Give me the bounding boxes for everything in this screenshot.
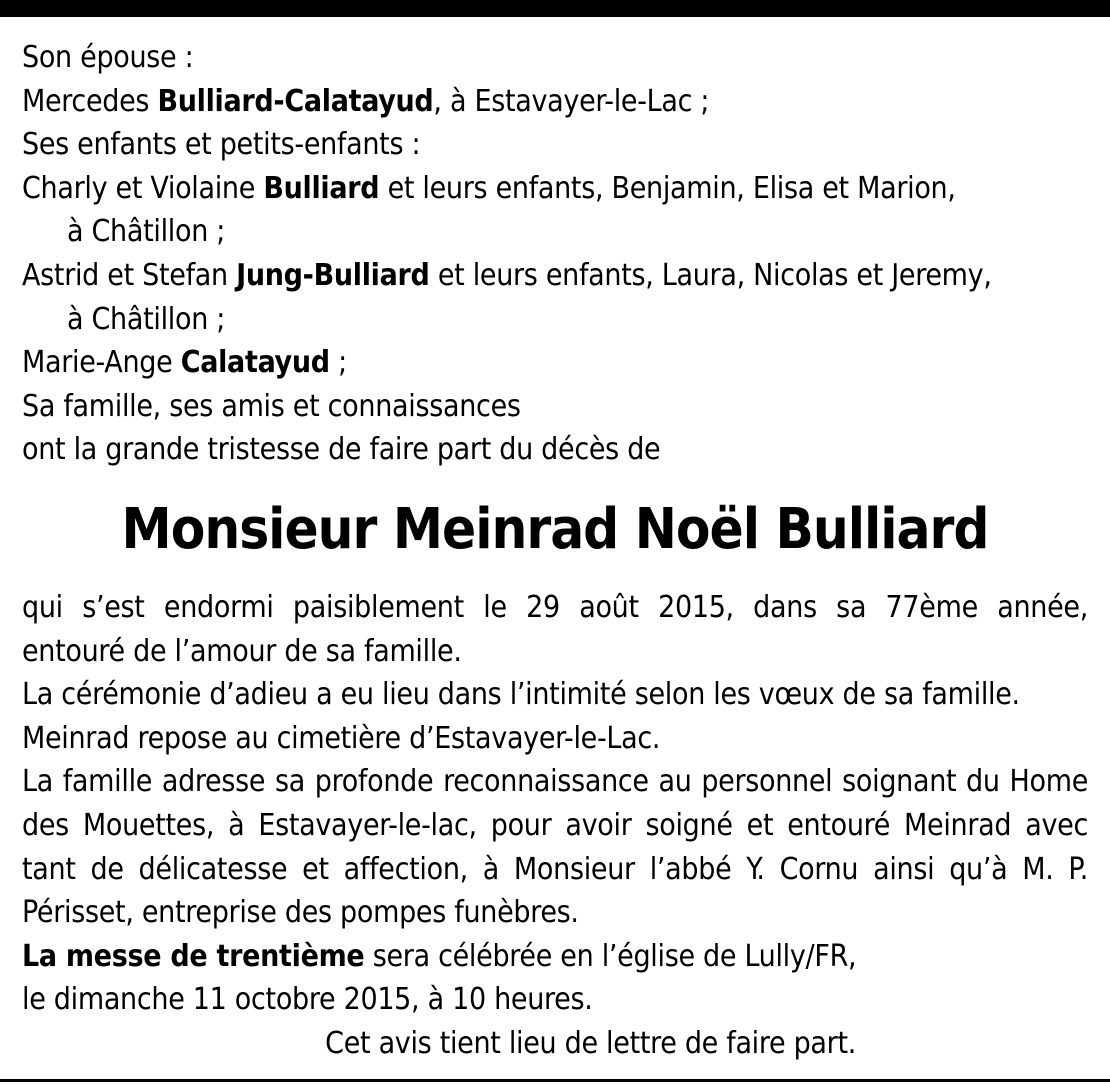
- bottom-border-rule: [0, 1079, 1110, 1082]
- child-2-surname: Jung-Bulliard: [236, 257, 430, 293]
- signoff-line: Cet avis tient lieu de lettre de faire part.: [325, 1025, 856, 1061]
- top-border-bar: [0, 0, 1110, 17]
- death-line-1: qui s’est endormi paisiblement le 29 août 2015, dans sa 77ème année,: [22, 589, 1088, 625]
- child-1-line: [22, 167, 1088, 211]
- wife-first-name: Mercedes: [22, 83, 158, 119]
- mass-date-line: le dimanche 11 octobre 2015, à 10 heures.: [22, 982, 593, 1018]
- child-2-names: Astrid et Stefan: [22, 257, 237, 293]
- relative-line: [22, 341, 1088, 385]
- death-notice: [22, 36, 1088, 1065]
- mass-location: sera célébrée en l’église de Lully/FR,: [364, 938, 857, 974]
- child-2-detail: et leurs enfants, Laura, Nicolas et Jeremy,: [429, 257, 992, 293]
- mass-line: [22, 935, 1088, 979]
- child-1-names: Charly et Violaine: [22, 170, 264, 206]
- thanks-paragraph: La famille adresse sa profonde reconnaissance au personnel soignant du Home des Mouettes, à Estavayer-le-lac, pour avoir soigné et entouré Meinrad avec tant de délicatesse et affection, à Monsieur l’abbé Y. Cornu ainsi qu’à M. P. Périsset, entreprise des pompes funèbres.: [22, 764, 1088, 931]
- children-heading: Ses enfants et petits-enfants :: [22, 127, 421, 163]
- child-1-surname: Bulliard: [263, 170, 380, 206]
- relative-first-name: Marie-Ange: [22, 345, 181, 381]
- relative-surname: Calatayud: [180, 345, 330, 381]
- burial-line: Meinrad repose au cimetière d’Estavayer-le-Lac.: [22, 720, 661, 756]
- others-line: Sa famille, ses amis et connaissances: [22, 388, 521, 424]
- child-2-place: à Châtillon ;: [67, 301, 226, 337]
- ceremony-paragraph: La cérémonie d’adieu a eu lieu dans l’intimité selon les vœux de sa famille.: [22, 677, 1020, 713]
- wife-place: , à Estavayer-le-Lac ;: [433, 83, 710, 119]
- deceased-name: Monsieur Meinrad Noël Bulliard: [121, 496, 989, 562]
- relative-suffix: ;: [329, 345, 347, 381]
- wife-heading: Son épouse :: [22, 40, 194, 75]
- wife-line: [22, 80, 1088, 124]
- mass-heading: La messe de trentième: [22, 938, 365, 974]
- child-2-line: [22, 254, 1088, 298]
- announcement-line: ont la grande tristesse de faire part du décès de: [22, 432, 661, 468]
- child-1-place: à Châtillon ;: [67, 214, 226, 250]
- child-1-detail: et leurs enfants, Benjamin, Elisa et Marion,: [379, 170, 956, 206]
- death-line-2: entouré de l’amour de sa famille.: [22, 633, 462, 669]
- wife-surname: Bulliard-Calatayud: [157, 83, 434, 119]
